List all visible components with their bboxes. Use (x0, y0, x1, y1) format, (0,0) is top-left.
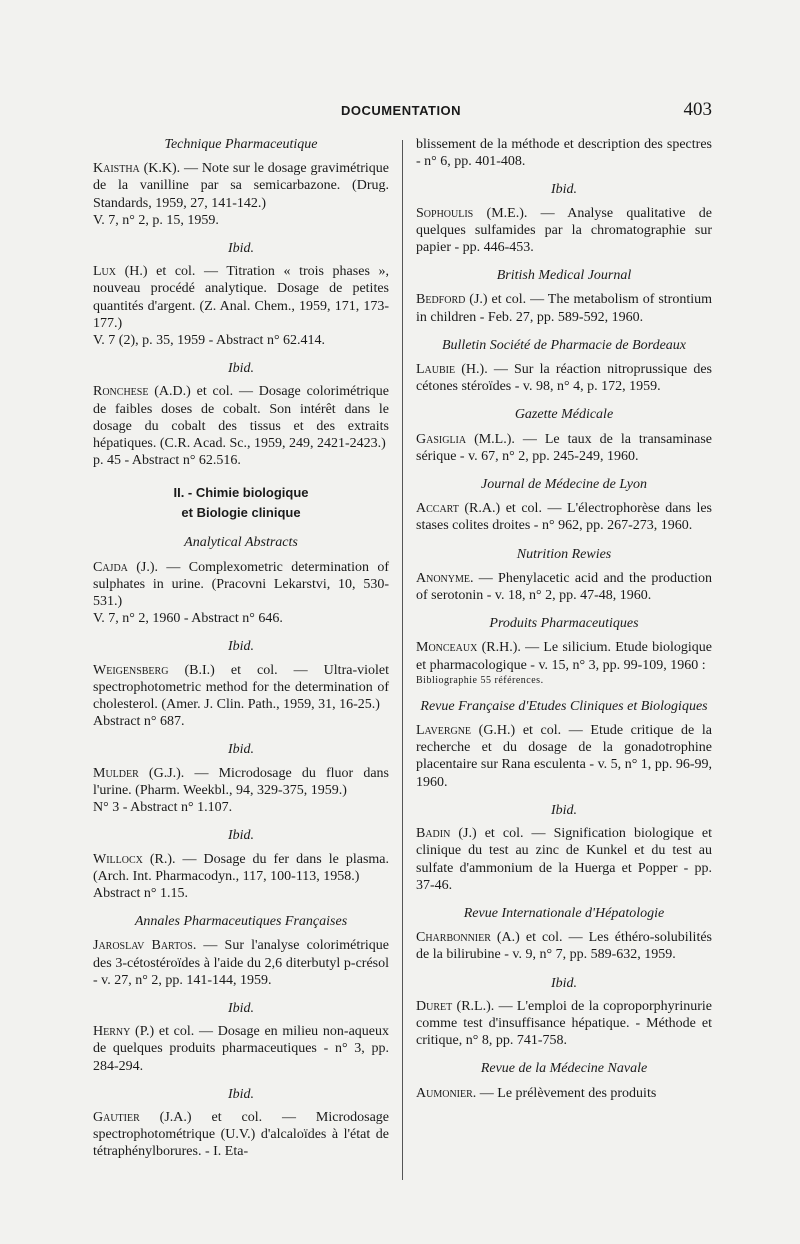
entry-text: — Sur l'analyse colorimétrique des 3-cétostéroïdes à l'aide du 2,6 diterbutyl p-crésol - v. 27, n° 2, pp. 141-144, 1959. (93, 938, 389, 988)
entry-author: Gautier (J.A.) (93, 1109, 192, 1125)
section-heading (93, 483, 389, 523)
entry-text: — Note sur le dosage gravimétrique de la vanilline par sa semicarbazone. (Drug. Standards, 1959, 27, 141-142.) (93, 161, 389, 211)
journal-source-heading: Journal de Médecine de Lyon (481, 477, 647, 493)
left-column (93, 136, 389, 1161)
entry-text: — Complexometric determination of sulphates in urine. (Pracovni Lekarstvi, 10, 530-531.) (93, 559, 389, 610)
ibid-heading: Ibid. (550, 975, 578, 991)
entry-reference: V. 7 (2), p. 35, 1959 - Abstract n° 62.414. (93, 333, 326, 349)
column-divider (402, 140, 403, 1180)
entry-author: Lux (H.) (93, 264, 148, 280)
bibliography-entry (93, 851, 389, 903)
bibliography-entry (93, 662, 389, 731)
bibliography-entry (93, 263, 389, 349)
entry-author: Gasiglia (M.L.). (416, 431, 515, 447)
bibliography-entry (416, 998, 712, 1050)
entry-author: Cajda (J.). (93, 559, 159, 575)
journal-source-heading: Revue Française d'Etudes Cliniques et Biologiques (420, 698, 708, 714)
ibid-heading: Ibid. (227, 1086, 255, 1102)
entry-text: — Analyse qualitative de quelques sulfamides par la chromatographie sur papier - pp. 446-453. (416, 205, 712, 256)
section-heading-line1: II. - Chimie biologique (173, 485, 309, 501)
entry-note: Bibliographie 55 références. (416, 674, 544, 686)
bibliography-entry (93, 1023, 389, 1075)
entry-author: Willocx (R.). (93, 851, 176, 867)
entry-author: Accart (R.A.) (416, 501, 501, 517)
ibid-heading: Ibid. (227, 742, 255, 758)
right-column (416, 136, 712, 1102)
ibid-heading: Ibid. (227, 361, 255, 377)
entry-text: et col. — Dosage en milieu non-aqueux de quelques produits pharmaceutiques - n° 3, pp. 284-294. (93, 1024, 389, 1074)
entry-text: — Microdosage du fluor dans l'urine. (Pharm. Weekbl., 94, 329-375, 1959.) (93, 765, 389, 798)
journal-source-heading: Analytical Abstracts (184, 535, 298, 551)
bibliography-entry (416, 500, 712, 534)
bibliography-entry (416, 825, 712, 894)
page-number: 403 (683, 99, 712, 120)
journal-source-heading: British Medical Journal (496, 268, 632, 284)
entry-author: Monceaux (R.H.). (416, 640, 521, 656)
journal-source-heading: Annales Pharmaceutiques Françaises (134, 914, 348, 930)
entry-author: Bedford (J.) (416, 292, 488, 308)
entry-text: et col. — Dosage colorimétrique de faibles doses de cobalt. Son intérêt dans le dosage du cobalt des tissus et des extraits hépatiques. (C.R. Acad. Sc., 1959, 249, 2421-2423.) (93, 384, 389, 452)
entry-author: Charbonnier (A.) (416, 930, 520, 946)
entry-text: — Phenylacetic acid and the production of serotonin - v. 18, n° 2, pp. 47-48, 1960. (416, 570, 712, 604)
bibliography-entry (416, 570, 712, 604)
ibid-heading: Ibid. (227, 828, 255, 844)
entry-author: Ronchese (A.D.) (93, 384, 191, 400)
ibid-heading: Ibid. (227, 241, 255, 257)
bibliography-entry (416, 205, 712, 257)
journal-source-heading: Technique Pharmaceutique (164, 137, 318, 152)
entry-reference: V. 7, n° 2, 1960 - Abstract n° 646. (93, 611, 283, 627)
entry-text: blissement de la méthode et description des spectres - n° 6, pp. 401-408. (416, 137, 712, 170)
entry-text: — Dosage du fer dans le plasma. (Arch. Int. Pharmacodyn., 117, 100-113, 1958.) (93, 851, 389, 884)
journal-source-heading: Produits Pharmaceutiques (489, 616, 639, 632)
entry-text: — L'emploi de la coproporphyrinurie comme test d'insuffisance hépatique. - Méthode et critique, n° 8, pp. 741-758. (416, 998, 712, 1049)
entry-reference: N° 3 - Abstract n° 1.107. (93, 800, 233, 816)
entry-text: et col. — Etude critique de la recherche et du dosage de la gonadotrophine placentaire sur Rana esculenta - v. 5, n° 1, pp. 96-99, 1960. (416, 723, 712, 790)
entry-text: et col. — Les éthéro-solubilités de la bilirubine - v. 9, n° 7, pp. 589-632, 1959. (416, 930, 712, 963)
section-heading-line2: et Biologie clinique (181, 505, 301, 521)
ibid-heading: Ibid. (550, 182, 578, 198)
bibliography-entry (93, 383, 389, 469)
bibliography-entry (93, 765, 389, 817)
journal-source-heading: Nutrition Rewies (516, 546, 612, 562)
journal-source-heading: Revue de la Médecine Navale (480, 1061, 648, 1077)
bibliography-entry (93, 559, 389, 628)
entry-reference: V. 7, n° 2, p. 15, 1959. (93, 212, 219, 228)
entry-author: Laubie (H.). (416, 362, 488, 378)
entry-reference: Abstract n° 687. (93, 714, 185, 730)
entry-text: — Sur la réaction nitroprussique des cétones stéroïdes - v. 98, n° 4, p. 172, 1959. (416, 362, 713, 395)
entry-text: et col. — Titration « trois phases », nouveau procédé analytique. Dosage de petites quantités d'argent. (Z. Anal. Chem., 1959, 171, 173-177.) (93, 264, 389, 331)
entry-author: Kaistha (K.K). (93, 161, 181, 177)
entry-text: et col. — L'électrophorèse dans les stases colites droites - n° 962, pp. 267-273, 1960. (416, 501, 713, 534)
bibliography-entry (93, 160, 389, 229)
bibliography-entry (416, 1085, 712, 1102)
running-header (90, 99, 712, 123)
entry-text: et col. — Signification biologique et clinique du test au zinc de Kunkel et du test au sulfate d'ammonium de la Huerga et Popper - pp. 37-46. (416, 826, 712, 893)
entry-author: Lavergne (G.H.) (416, 723, 516, 739)
ibid-heading: Ibid. (227, 639, 255, 655)
ibid-heading: Ibid. (550, 802, 578, 818)
bibliography-entry (416, 722, 712, 791)
entry-text: — Le silicium. Etude biologique et pharmacologique - v. 15, n° 3, pp. 99-109, 1960 : (416, 640, 712, 673)
journal-source-heading: Bulletin Société de Pharmacie de Bordeaux (441, 337, 686, 353)
entry-author: Mulder (G.J.). (93, 765, 185, 781)
entry-text: — Le taux de la transaminase sérique - v. 67, n° 2, pp. 245-249, 1960. (416, 431, 712, 464)
entry-reference: Abstract n° 1.15. (93, 885, 189, 901)
journal-source-heading: Gazette Médicale (514, 407, 614, 423)
entry-reference: p. 45 - Abstract n° 62.516. (93, 453, 241, 469)
bibliography-entry (416, 291, 712, 325)
entry-author: Herny (P.) (93, 1024, 155, 1040)
bibliography-entry (93, 937, 389, 989)
bibliography-entry (416, 136, 712, 170)
journal-source-heading: Revue Internationale d'Hépatologie (463, 905, 665, 921)
entry-author: Anonyme. (416, 570, 474, 586)
entry-author: Jaroslav Bartos. (93, 938, 197, 954)
bibliography-entry (93, 1109, 389, 1161)
entry-author: Sophoulis (M.E.). (416, 205, 528, 221)
entry-author: Weigensberg (B.I.) (93, 662, 215, 678)
entry-author: Badin (J.) (416, 826, 477, 842)
entry-author: Duret (R.L.). (416, 998, 495, 1014)
entry-text: et col. — The metabolism of strontium in children - Feb. 27, pp. 589-592, 1960. (416, 292, 712, 325)
entry-text: et col. — Ultra-violet spectrophotometric method for the determination of cholesterol. (Amer. J. Clin. Path., 1959, 31, 16-25.) (93, 662, 389, 713)
bibliography-entry (416, 431, 712, 465)
entry-author: Aumonier. (416, 1085, 477, 1101)
ibid-heading: Ibid. (227, 1000, 255, 1016)
bibliography-entry (416, 361, 712, 395)
bibliography-entry (416, 929, 712, 963)
bibliography-entry (416, 639, 712, 686)
entry-text: — Le prélèvement des produits (476, 1085, 657, 1101)
entry-text: et col. — Microdosage spectrophotométrique (U.V.) d'alcaloïdes à l'état de tétraphénylborures. - I. Eta- (93, 1109, 390, 1160)
header-title: DOCUMENTATION (340, 103, 462, 118)
